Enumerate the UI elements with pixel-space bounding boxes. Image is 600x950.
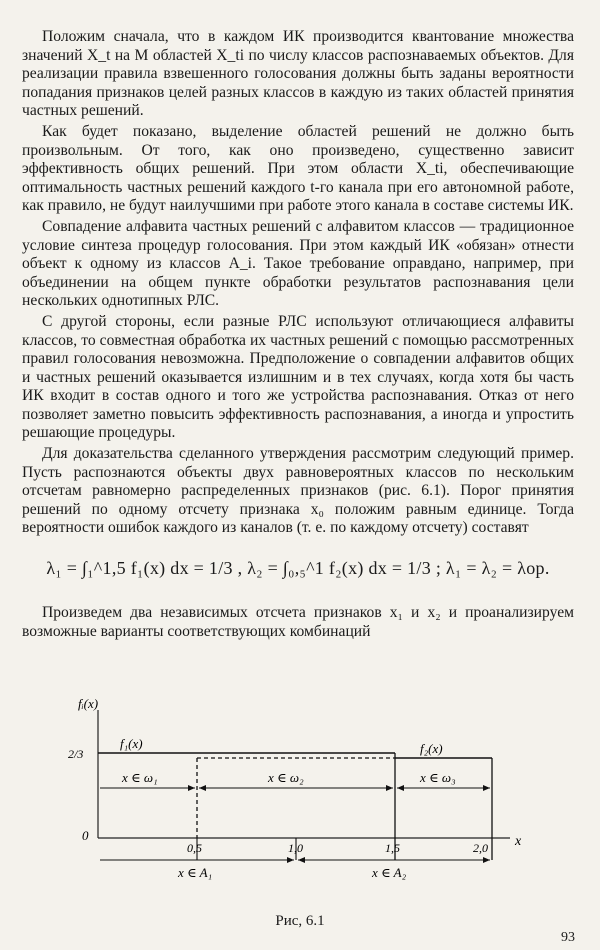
x-tick-2-0: 2,0 (473, 841, 488, 855)
x-tick-0-5: 0,5 (187, 841, 202, 855)
paragraph-2: Как будет показано, выделение областей решений не должно быть произвольным. От того, как оно произведено, существенно зависит эффективность общих решений. При этом области X_ti, обеспечивающие оптимальность частных решений каждого t-го канала при его автономной работе, как правило, не будут наилучшими при работе этого канала в составе системы ИК. (22, 122, 574, 215)
formula-block (22, 550, 574, 594)
region-label-2: x ∈ ω₂ (268, 770, 304, 785)
paragraph-6: Произведем два независимых отсчета признаков x₁ и x₂ и проанализируем возможные варианты соответствующих комбинаций (22, 604, 574, 640)
x-tick-1-0: 1,0 (288, 841, 303, 855)
figure-6-1 (68, 696, 540, 900)
curve2-label: f₂(x) (420, 741, 443, 756)
region-arrow-2-head-l (199, 785, 206, 791)
region-arrow-3-head-r (483, 785, 490, 791)
curve1-label: f₁(x) (120, 736, 143, 751)
region-arrow-3-head-l (397, 785, 404, 791)
paragraph-3: Совпадение алфавита частных решений с алфавитом классов — традиционное условие синтеза процедур голосования. При этом каждый ИК «обязан» отнести объект к одному из классов A_i. Такое требование оправдано, например, при объединении на общем пункте обработки результатов распознавания цели нескольких однотипных РЛС. (22, 217, 574, 310)
y-axis-label: fᵢ(x) (78, 696, 99, 711)
formula-text: λ₁ = ∫₁^1,5 f₁(x) dx = 1/3 , λ₂ = ∫₀,₅^1 f₂(x) dx = 1/3 ; λ₁ = λ₂ = λор. (46, 558, 550, 579)
class-label-2: x ∈ A₂ (372, 865, 407, 880)
x-axis-label: x (515, 834, 522, 849)
class-arrow-1-head (287, 857, 294, 863)
paragraph-5: Для доказательства сделанного утверждения рассмотрим следующий пример. Пусть распознаются объекты двух равновероятных классов по нескольким отсчетам равномерно распределенных признаков (рис. 6.1). Порог принятия решений по одному отсчету признака x₀ положим равным единице. Тогда вероятности ошибок каждого из каналов (т. е. по каждому отсчету) составят (22, 445, 574, 537)
class-arrow-2-head-l (298, 857, 305, 863)
class-arrow-2-head-r (483, 857, 490, 863)
region-label-3: x ∈ ω₃ (420, 770, 456, 785)
paragraph-1: Положим сначала, что в каждом ИК производится квантование множества значений X_t на M областей X_ti по числу классов распознаваемых объектов. Для реализации правила взвешенного голосования должны быть заданы вероятности попадания признаков целей разных классов в каждую из таких областей принятия частных решений. (22, 28, 574, 120)
paragraph-4: С другой стороны, если разные РЛС используют отличающиеся алфавиты классов, то совместная обработка их частных решений с помощью рассмотренных правил голосования невозможна. Предположение о совпадении алфавитов общих и частных решений оказывается излишним и в тех случаях, когда хотя бы часть ИК входит в состав одного и того же устройства распознавания. Отказ от него позволяет заметно повысить эффективность распознавания, а иногда и упростить решающие процедуры. (22, 312, 574, 442)
y-tick-top: 2/3 (68, 747, 84, 761)
region-arrow-2-head-r (386, 785, 393, 791)
x-tick-1-5: 1,5 (385, 841, 400, 855)
page-number: 93 (561, 930, 575, 945)
page-body (22, 28, 574, 643)
region-label-1: x ∈ ω₁ (122, 770, 158, 785)
figure-caption: Рис, 6.1 (275, 913, 325, 929)
class-label-1: x ∈ A₁ (178, 865, 213, 880)
region-arrow-1-head (188, 785, 195, 791)
y-tick-zero: 0 (82, 828, 89, 843)
